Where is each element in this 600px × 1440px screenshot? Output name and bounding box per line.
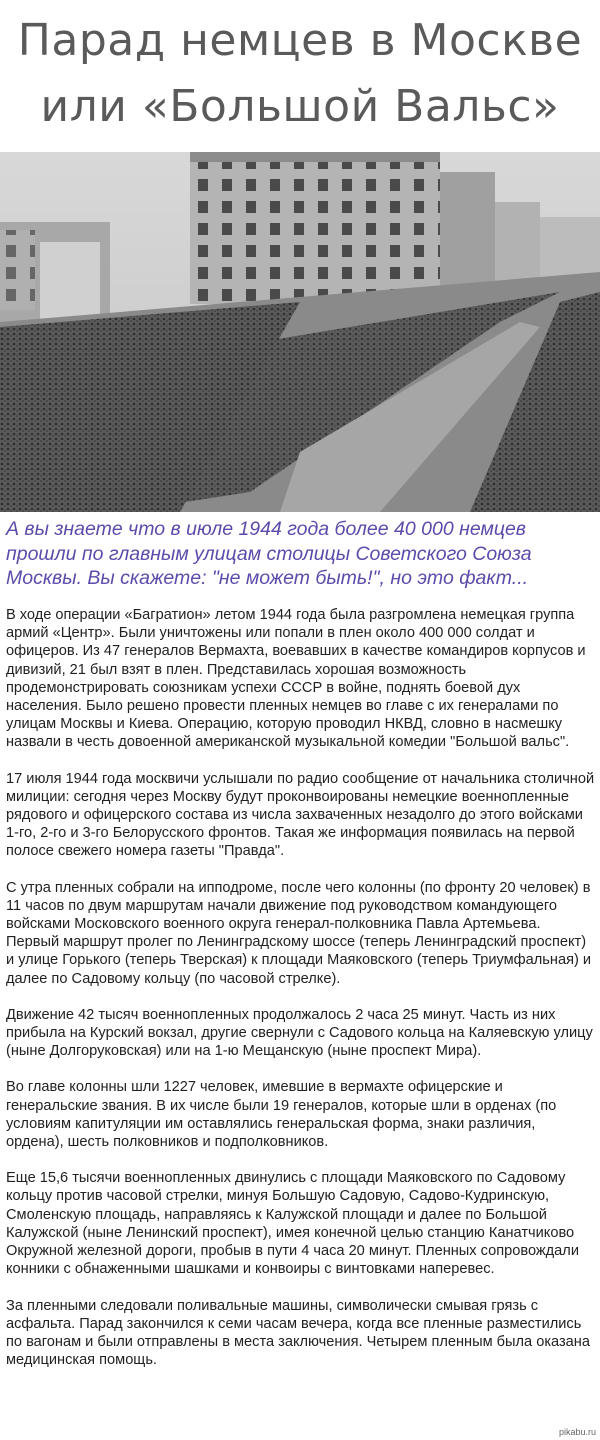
page-title: [0, 8, 600, 140]
watermark: pikabu.ru: [558, 1427, 596, 1437]
title-line-1: Парад немцев в Москве: [17, 15, 583, 66]
article-body: [6, 606, 596, 1387]
paragraph: Движение 42 тысяч военнопленных продолжалось 2 часа 25 минут. Часть из них прибыла на Курский вокзал, другие свернули с Садового кольца на Каляевскую улицу (ныне Долгоруковская) или на 1-ю Мещанскую (ныне проспект Мира).: [6, 1006, 593, 1060]
parade-photo-illustration: [0, 152, 600, 512]
paragraph: В ходе операции «Багратион» летом 1944 года была разгромлена немецкая группа армий «Центр». Были уничтожены или попали в плен около 400 000 солдат и офицеров. Из 47 генералов Вермахта, воевавших в качестве командиров корпусов и дивизий, 21 был взят в плен. Представилась хорошая возможность продемонстрировать союзникам успехи СССР в войне, поднять боевой дух населения. Было решено провести пленных немцев во главе с их генералами по улицам Москвы и Киева. Операцию, которую проводил НКВД, словно в насмешку назвали в честь довоенной американской музыкальной комедии "Большой вальс".: [6, 607, 586, 751]
title-line-2: или «Большой Вальс»: [40, 81, 560, 132]
paragraph: С утра пленных собрали на ипподроме, после чего колонны (по фронту 20 человек) в 11 часов по двум маршрутам начали движение под руководством командующего войсками Московского военного округа генерал-полковника Павла Артемьева. Первый маршрут пролег по Ленинградскому шоссе (теперь Ленинградский проспект) и улице Горького (теперь Тверская) к площади Маяковского (теперь Триумфальная) и далее по Садовому кольцу (по часовой стрелке).: [6, 879, 592, 987]
paragraph: Еще 15,6 тысячи военнопленных двинулись с площади Маяковского по Садовому кольцу против часовой стрелки, минуя Большую Садовую, Садово-Кудринскую, Смоленскую площадь, направляясь к Калужской площади и далее по Большой Калужской (ныне Ленинский проспект), имея конечной целью станцию Канатчиково Окружной железной дороги, пробыв в пути 4 часа 20 минут. Пленных сопровождали конники с обнаженными шашками и конвоиры с винтовками наперевес.: [6, 1170, 579, 1278]
paragraph: Во главе колонны шли 1227 человек, имевшие в вермахте офицерские и генеральские звания. В их числе были 19 генералов, которые шли в орденах (по условиям капитуляции им оставлялись генеральская форма, знаки различия, ордена), шесть полковников и подполковников.: [6, 1079, 557, 1151]
paragraph: 17 июля 1944 года москвичи услышали по радио сообщение от начальника столичной милиции: сегодня через Москву будут проконвоированы немецкие военнопленные рядового и офицерского состава из числа захваченных незадолго до этого войсками 1-го, 2-го и 3-го Белорусского фронтов. Такая же информация появилась на первой полосе свежего номера газеты "Правда".: [6, 770, 595, 860]
paragraph: За пленными следовали поливальные машины, символически смывая грязь с асфальта. Парад закончился к семи часам вечера, когда все пленные разместились по вагонам и были отправлены в места заключения. Четырем пленным была оказана медицинская помощь.: [6, 1297, 590, 1369]
parade-photo: [0, 152, 600, 512]
lead-text: А вы знаете что в июле 1944 года более 40 000 немцев прошли по главным улицам столицы Советского Союза Москвы. Вы скажете: "не может быть!", но это факт...: [6, 518, 532, 589]
